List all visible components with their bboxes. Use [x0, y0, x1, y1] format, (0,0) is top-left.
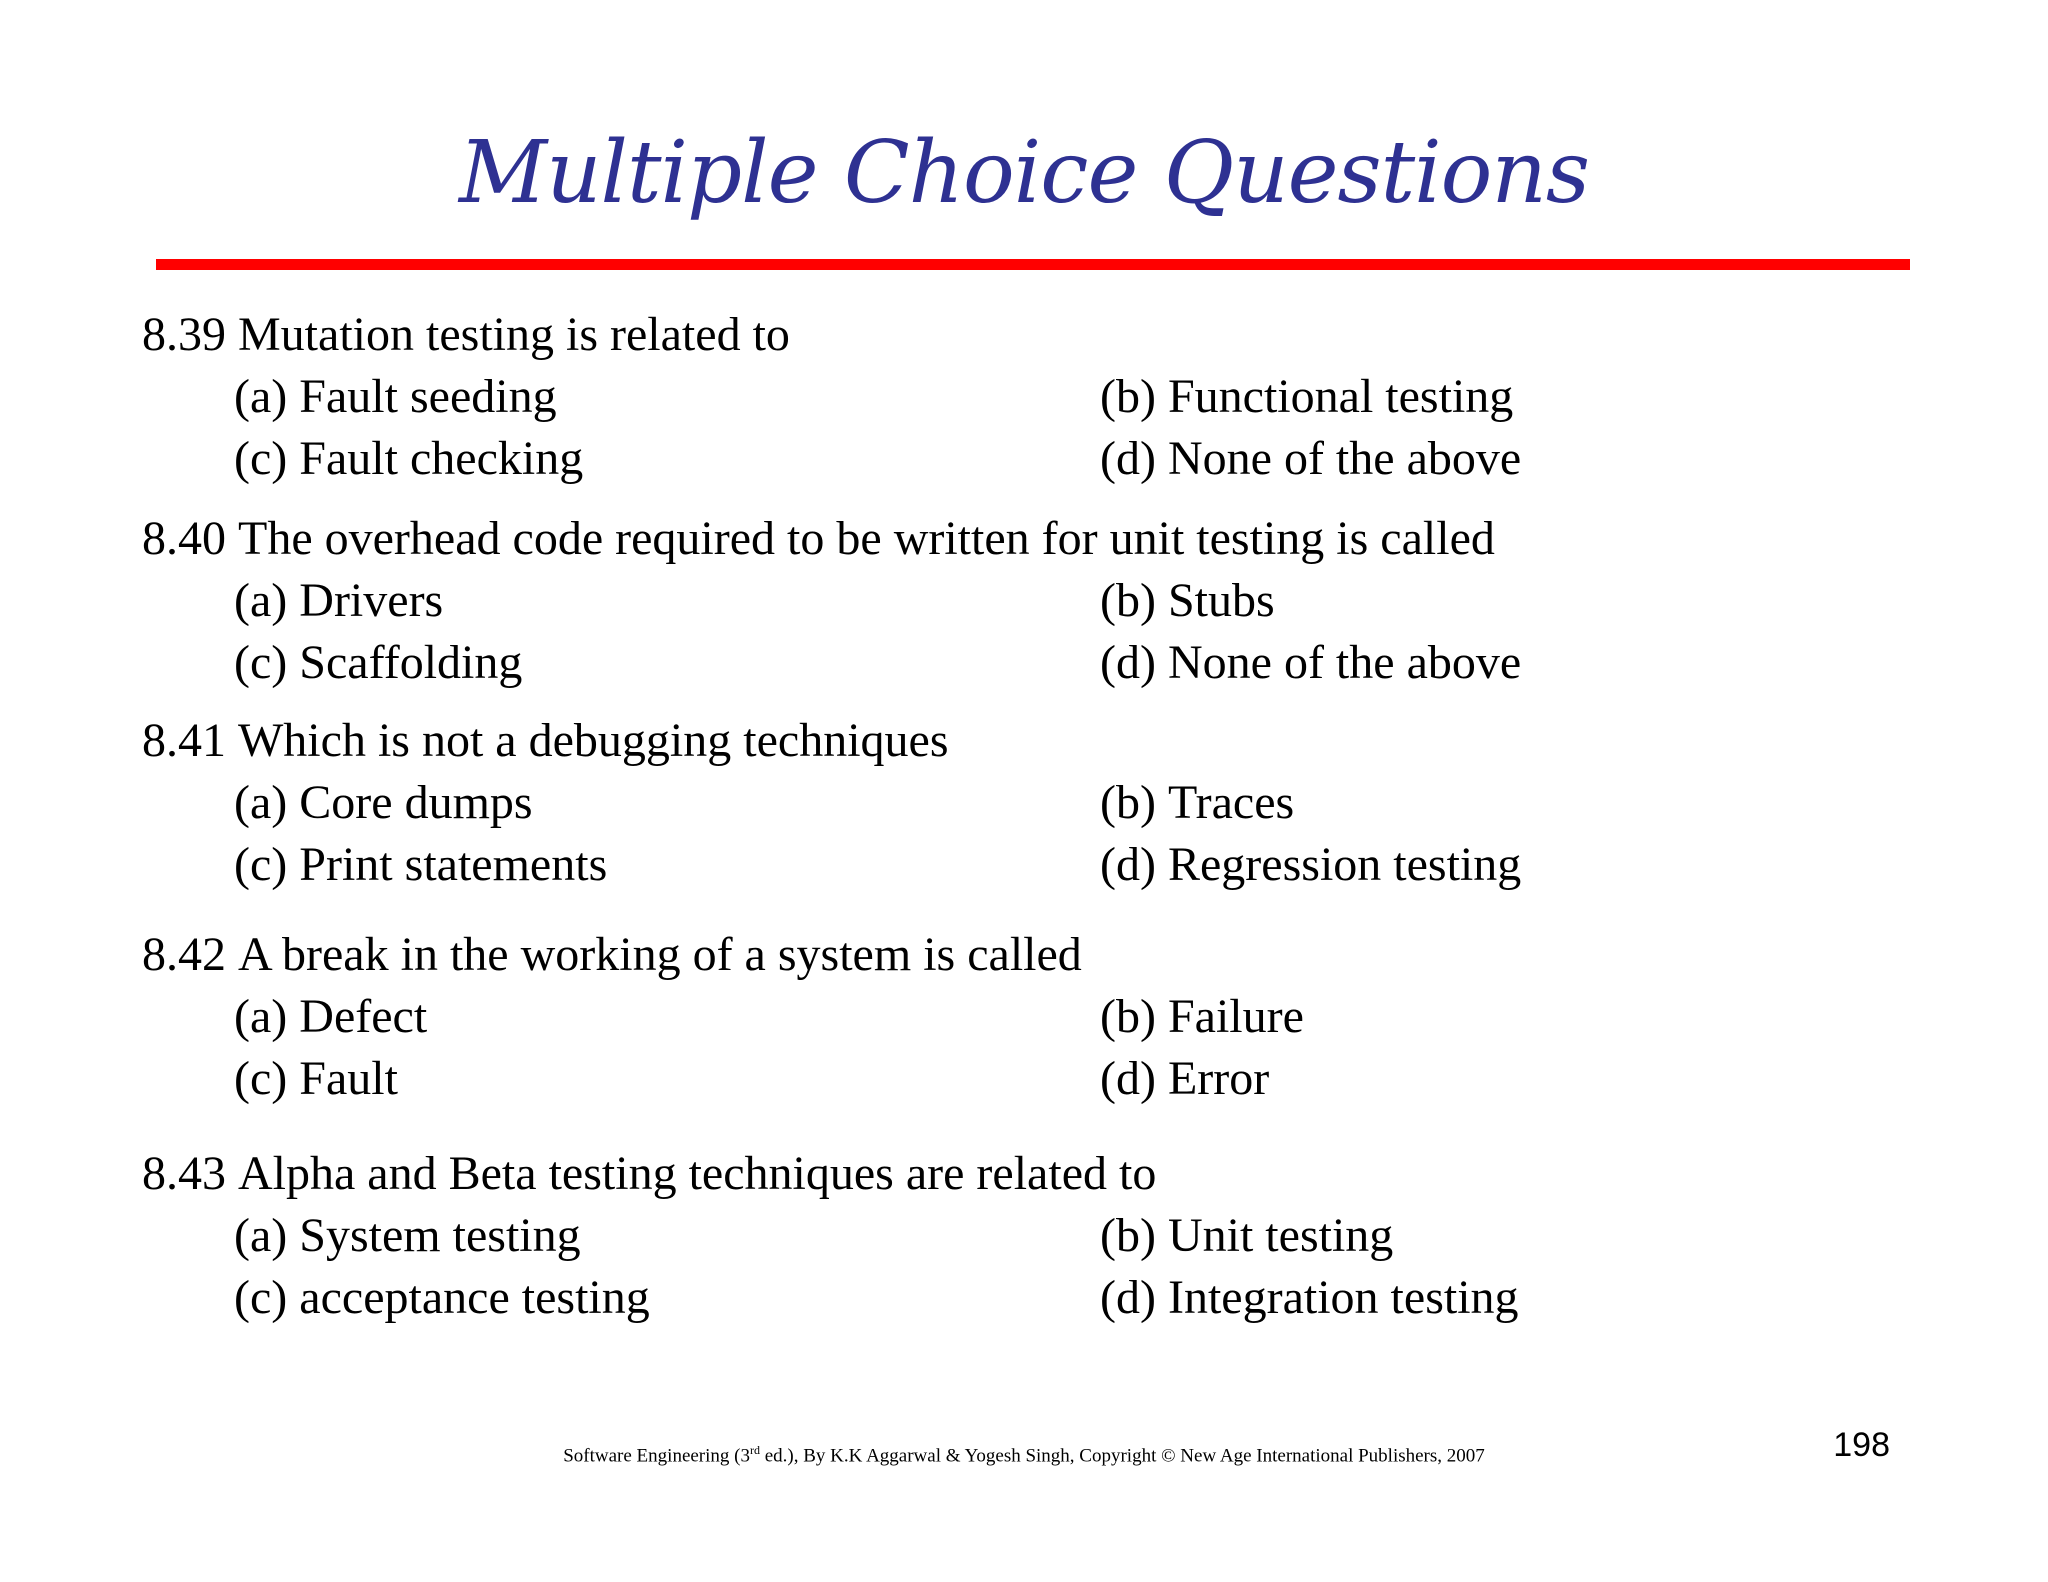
footer-citation [0, 1438, 2048, 1468]
option-key: (d) [1100, 432, 1156, 485]
option-text: Traces [1167, 776, 1295, 829]
option-d [1100, 1048, 1269, 1110]
option-c [234, 834, 607, 896]
question-block [142, 1143, 1902, 1329]
option-key: (b) [1100, 574, 1156, 627]
option-key: (b) [1100, 990, 1156, 1043]
option-text: Integration testing [1167, 1271, 1519, 1324]
option-a [234, 1205, 581, 1267]
option-text: Defect [299, 990, 428, 1043]
option-text: Fault checking [299, 432, 584, 485]
question-text: A break in the working of a system is called [238, 928, 1082, 981]
question-block [142, 304, 1902, 490]
option-text: Failure [1167, 990, 1304, 1043]
option-text: Core dumps [299, 776, 533, 829]
option-text: Scaffolding [299, 636, 523, 689]
question-text-line [142, 304, 1902, 366]
option-text: Regression testing [1167, 838, 1522, 891]
option-text: None of the above [1167, 636, 1522, 689]
option-b [1100, 366, 1513, 428]
option-key: (c) [234, 636, 288, 689]
footer-text-start: Software Engineering (3 [563, 1445, 750, 1467]
footer-superscript: rd [750, 1443, 760, 1457]
option-text: Fault seeding [299, 370, 557, 423]
option-key: (a) [234, 990, 288, 1043]
option-c [234, 428, 583, 490]
option-row [142, 570, 1902, 632]
option-d [1100, 834, 1521, 896]
option-key: (a) [234, 776, 288, 829]
question-number: 8.43 [142, 1147, 226, 1200]
page-number: 198 [1833, 1426, 1890, 1464]
option-key: (b) [1100, 776, 1156, 829]
option-key: (b) [1100, 370, 1156, 423]
option-key: (a) [234, 574, 288, 627]
option-key: (b) [1100, 1209, 1156, 1262]
option-key: (d) [1100, 1271, 1156, 1324]
option-d [1100, 632, 1521, 694]
footer-text-end: ed.), By K.K Aggarwal & Yogesh Singh, Copyright © New Age International Publishers, 2007 [760, 1445, 1485, 1467]
question-block [142, 710, 1902, 896]
option-key: (c) [234, 432, 288, 485]
option-d [1100, 428, 1521, 490]
option-b [1100, 1205, 1393, 1267]
option-key: (c) [234, 1052, 288, 1105]
question-text-line [142, 508, 1902, 570]
option-a [234, 366, 557, 428]
option-row [142, 632, 1902, 694]
question-text-line [142, 1143, 1902, 1205]
title-divider [156, 259, 1910, 270]
option-text: System testing [299, 1209, 581, 1262]
option-b [1100, 570, 1275, 632]
question-text-line [142, 924, 1902, 986]
option-c [234, 1267, 650, 1329]
option-key: (c) [234, 1271, 288, 1324]
option-text: None of the above [1167, 432, 1522, 485]
option-key: (d) [1100, 838, 1156, 891]
question-text: Which is not a debugging techniques [238, 714, 949, 767]
option-key: (d) [1100, 1052, 1156, 1105]
option-row [142, 1267, 1902, 1329]
option-row [142, 1048, 1902, 1110]
option-row [142, 1205, 1902, 1267]
option-text: Fault [299, 1052, 398, 1105]
question-block [142, 924, 1902, 1110]
option-key: (d) [1100, 636, 1156, 689]
option-row [142, 986, 1902, 1048]
option-b [1100, 986, 1304, 1048]
option-key: (a) [234, 1209, 288, 1262]
option-text: Drivers [299, 574, 444, 627]
question-number: 8.42 [142, 928, 226, 981]
question-text: The overhead code required to be written for unit testing is called [238, 512, 1495, 565]
question-number: 8.40 [142, 512, 226, 565]
option-row [142, 834, 1902, 896]
option-text: Stubs [1167, 574, 1275, 627]
question-number: 8.41 [142, 714, 226, 767]
option-key: (c) [234, 838, 288, 891]
option-c [234, 1048, 398, 1110]
option-a [234, 986, 427, 1048]
slide-title: Multiple Choice Questions [459, 123, 1589, 223]
option-text: Unit testing [1167, 1209, 1394, 1262]
option-text: Print statements [299, 838, 608, 891]
option-text: acceptance testing [299, 1271, 650, 1324]
option-b [1100, 772, 1294, 834]
question-text-line [142, 710, 1902, 772]
question-text: Alpha and Beta testing techniques are related to [238, 1147, 1157, 1200]
option-d [1100, 1267, 1519, 1329]
question-text: Mutation testing is related to [238, 308, 790, 361]
option-c [234, 632, 522, 694]
option-row [142, 428, 1902, 490]
question-number: 8.39 [142, 308, 226, 361]
option-key: (a) [234, 370, 288, 423]
option-a [234, 570, 443, 632]
option-text: Error [1167, 1052, 1270, 1105]
option-row [142, 366, 1902, 428]
option-a [234, 772, 533, 834]
option-text: Functional testing [1167, 370, 1514, 423]
question-block [142, 508, 1902, 694]
option-row [142, 772, 1902, 834]
